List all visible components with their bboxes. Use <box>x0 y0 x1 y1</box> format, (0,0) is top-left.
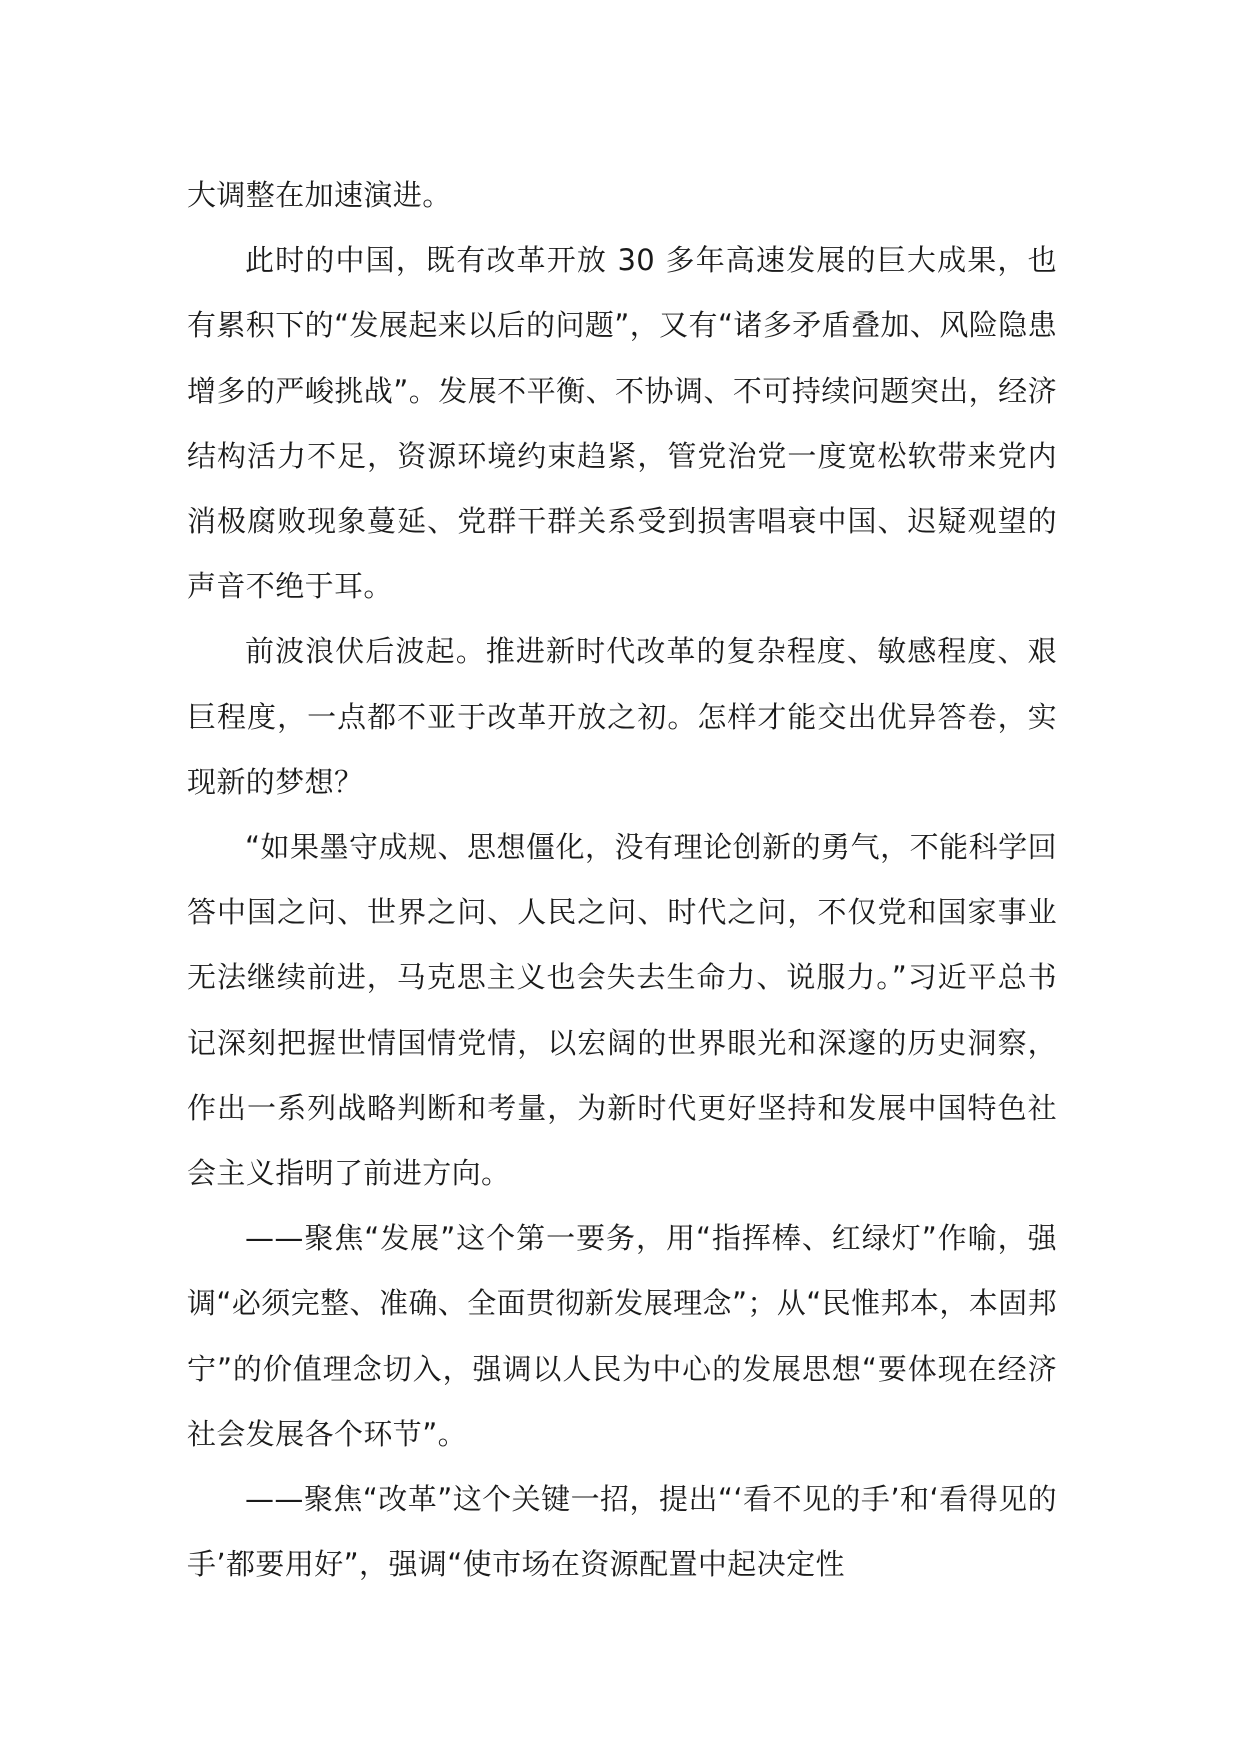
paragraph-quote-theory: “如果墨守成规、思想僵化，没有理论创新的勇气，不能科学回答中国之问、世界之问、人民之问、时代之问，不仅党和国家事业无法继续前进，马克思主义也会失去生命力、说服力。”习近平总书记深刻把握世情国情党情，以宏阔的世界眼光和深邃的历史洞察，作出一系列战略判断和考量，为新时代更好坚持和发展中国特色社会主义指明了前进方向。 <box>187 830 1057 1191</box>
paragraph-focus-development: ——聚焦“发展”这个第一要务，用“指挥棒、红绿灯”作喻，强调“必须完整、准确、全面贯彻新发展理念”；从“民惟邦本，本固邦宁”的价值理念切入，强调以人民为中心的发展思想“要体现在经济社会发展各个环节”。 <box>187 1221 1057 1451</box>
paragraph-china-situation: 此时的中国，既有改革开放 30 多年高速发展的巨大成果，也有累积下的“发展起来以后的问题”，又有“诸多矛盾叠加、风险隐患增多的严峻挑战”。发展不平衡、不协调、不可持续问题突出，经济结构活力不足，资源环境约束趋紧，管党治党一度宽松软带来党内消极腐败现象蔓延、党群干群关系受到损害唱衰中国、迟疑观望的声音不绝于耳。 <box>187 243 1057 604</box>
paragraph-focus-reform: ——聚焦“改革”这个关键一招，提出“‘看不见的手’和‘看得见的手’都要用好”，强调“使市场在资源配置中起决定性 <box>187 1482 1057 1582</box>
article-body <box>187 163 1057 1597</box>
paragraph-continuation: 大调整在加速演进。 <box>187 178 452 212</box>
paragraph-reform-difficulty: 前波浪伏后波起。推进新时代改革的复杂程度、敏感程度、艰巨程度，一点都不亚于改革开放之初。怎样才能交出优异答卷，实现新的梦想？ <box>187 634 1057 799</box>
